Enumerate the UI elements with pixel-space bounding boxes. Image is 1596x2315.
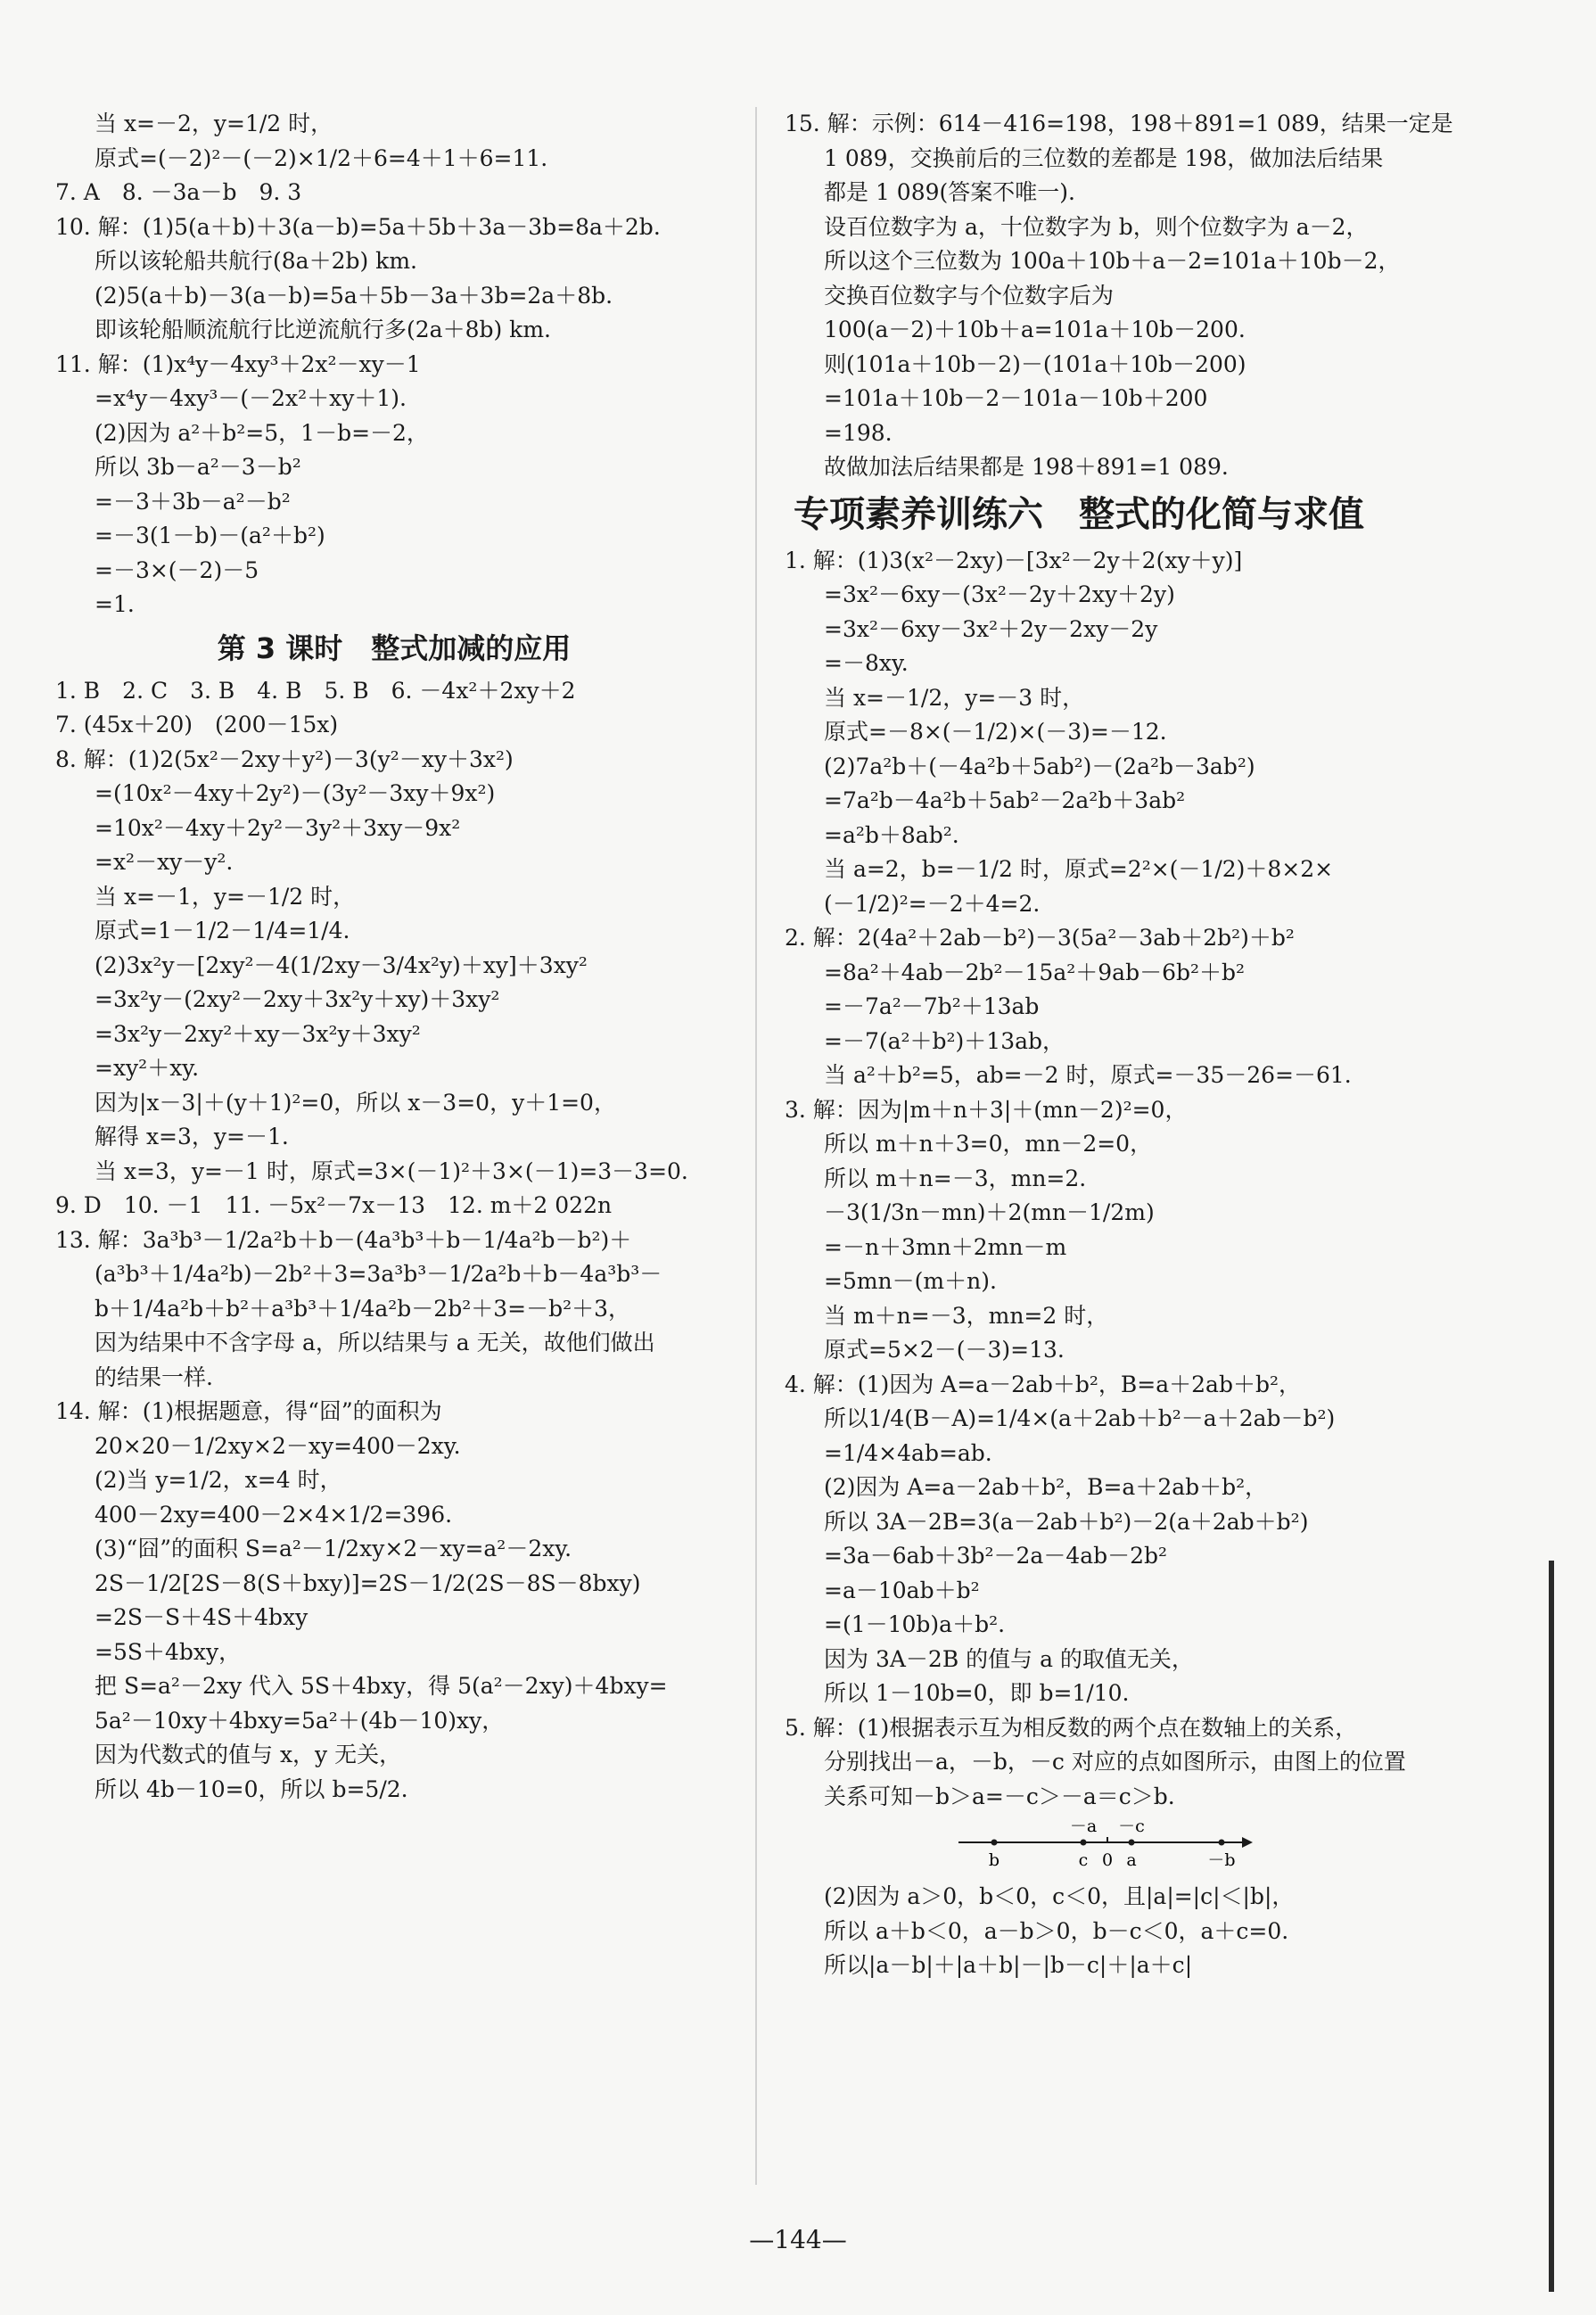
text-line: 100(a－2)＋10b＋a=101a＋10b－200. (824, 317, 1246, 342)
text-line: =－7a²－7b²＋13ab (824, 993, 1040, 1019)
text-line: 故做加法后结果都是 198＋891=1 089. (824, 454, 1229, 480)
text-line: 分别找出－a，－b，－c 对应的点如图所示，由图上的位置 (824, 1749, 1406, 1775)
text-line: =1. (95, 591, 135, 617)
page-number: —144— (749, 2225, 847, 2254)
text-line: 4. 解：(1)因为 A=a－2ab＋b²，B=a＋2ab＋b²， (785, 1371, 1301, 1397)
number-line-label-neg-c: －c (1118, 1817, 1145, 1836)
text-line: 所以 1－10b=0，即 b=1/10. (824, 1680, 1130, 1706)
text-line: 所以该轮船共航行(8a＋2b) km. (95, 248, 417, 274)
text-line: (2)3x²y－[2xy²－4(1/2xy－3/4x²y)＋xy]＋3xy² (95, 952, 588, 978)
text-line: 1. 解：(1)3(x²－2xy)－[3x²－2y＋2(xy＋y)] (785, 547, 1243, 573)
text-line: (2)当 y=1/2，x=4 时， (95, 1467, 342, 1493)
text-line: =3x²－6xy－3x²＋2y－2xy－2y (824, 615, 1158, 642)
text-line: 当 a²＋b²=5，ab=－2 时，原式=－35－26=－61. (824, 1062, 1352, 1088)
text-line: 2. 解：2(4a²＋2ab－b²)－3(5a²－3ab＋2b²)＋b² (785, 925, 1295, 951)
text-line: =101a＋10b－2－101a－10b＋200 (824, 385, 1208, 411)
text-line: 当 m＋n=－3，mn=2 时， (824, 1302, 1109, 1329)
text-line: =1/4×4ab=ab. (824, 1439, 992, 1466)
text-line: 1 089，交换前后的三位数的差都是 198，做加法后结果 (824, 144, 1384, 171)
number-line-label-a: a (1126, 1850, 1137, 1870)
text-line: 当 x=－1/2，y=－3 时， (824, 684, 1085, 711)
text-line: 则(101a＋10b－2)－(101a＋10b－200) (824, 350, 1246, 377)
text-line: 解得 x=3，y=－1. (95, 1124, 289, 1149)
text-line: =5S＋4bxy， (95, 1638, 242, 1665)
number-line-point-a (1129, 1840, 1135, 1846)
text-line: (－1/2)²=－2＋4=2. (824, 890, 1041, 917)
text-line: 3. 解：因为|m＋n＋3|＋(mn－2)²=0， (785, 1096, 1188, 1123)
text-line: 当 x=3，y=－1 时，原式=3×(－1)²＋3×(－1)=3－3=0. (95, 1158, 688, 1184)
right-column-tail (785, 1880, 1453, 1983)
text-line: 8. 解：(1)2(5x²－2xy＋y²)－3(y²－xy＋3x²) (55, 746, 514, 772)
text-line: =3x²y－2xy²＋xy－3x²y＋3xy² (95, 1020, 421, 1047)
number-line-point-c (1081, 1840, 1087, 1846)
text-line: 9. D 10. －1 11. －5x²－7x－13 12. m＋2 022n (55, 1192, 613, 1218)
text-line: 因为代数式的值与 x，y 无关， (95, 1742, 402, 1767)
text-line: 14. 解：(1)根据题意，得“囧”的面积为 (55, 1398, 442, 1424)
text-line: 所以这个三位数为 100a＋10b＋a－2=101a＋10b－2， (824, 248, 1401, 274)
text-line: =－8xy. (824, 650, 909, 676)
text-line: 所以1/4(B－A)=1/4×(a＋2ab＋b²－a＋2ab－b²) (824, 1405, 1336, 1431)
text-line: 的结果一样. (95, 1363, 213, 1390)
number-line-point-neg-b (1219, 1840, 1225, 1846)
text-line: =－7(a²＋b²)＋13ab， (824, 1027, 1065, 1054)
text-line: 因为结果中不含字母 a，所以结果与 a 无关，故他们做出 (95, 1330, 655, 1355)
text-line: 所以 a＋b＜0，a－b＞0，b－c＜0，a＋c=0. (824, 1917, 1289, 1944)
text-line: =a²b＋8ab². (824, 821, 959, 848)
text-line: =7a²b－4a²b＋5ab²－2a²b＋3ab² (824, 787, 1186, 813)
text-line: (2)因为 A=a－2ab＋b²，B=a＋2ab＋b²， (824, 1474, 1268, 1500)
text-line: 所以|a－b|＋|a＋b|－|b－c|＋|a＋c| (824, 1952, 1193, 1978)
text-line: 400－2xy=400－2×4×1/2=396. (95, 1501, 453, 1528)
text-line: 把 S=a²－2xy 代入 5S＋4bxy，得 5(a²－2xy)＋4bxy= (95, 1673, 668, 1699)
number-line-label-neg-b-bottom: －b (1207, 1850, 1236, 1870)
text-line: =(1－10b)a＋b². (824, 1611, 1006, 1637)
text-line: 即该轮船顺流航行比逆流航行多(2a＋8b) km. (95, 317, 551, 342)
text-line: 关系可知－b＞a=－c＞－a＝c＞b. (824, 1783, 1175, 1809)
scan-edge-bar (1549, 1561, 1554, 2292)
text-line: 都是 1 089(答案不唯一). (824, 179, 1075, 205)
text-line: =(10x²－4xy＋2y²)－(3y²－3xy＋9x²) (95, 780, 496, 806)
text-line: =198. (824, 419, 893, 446)
number-line-arrow (1242, 1837, 1253, 1848)
text-line: =3x²y－(2xy²－2xy＋3x²y＋xy)＋3xy² (95, 986, 500, 1012)
text-line: 11. 解：(1)x⁴y－4xy³＋2x²－xy－1 (55, 350, 421, 377)
text-line: 20×20－1/2xy×2－xy=400－2xy. (95, 1432, 461, 1459)
text-line: =a－10ab＋b² (824, 1577, 980, 1603)
number-line-label-c: c (1078, 1850, 1089, 1870)
text-line: =10x²－4xy＋2y²－3y²＋3xy－9x² (95, 814, 461, 841)
text-line: =－3×(－2)－5 (95, 556, 259, 583)
text-line: 5. 解：(1)根据表示互为相反数的两个点在数轴上的关系， (785, 1714, 1358, 1741)
text-line: 所以 3A－2B=3(a－2ab＋b²)－2(a＋2ab＋b²) (824, 1508, 1309, 1535)
text-line: 所以 m＋n=－3，mn=2. (824, 1165, 1087, 1191)
text-line: =8a²＋4ab－2b²－15a²＋9ab－6b²＋b² (824, 959, 1246, 985)
text-line: 因为|x－3|＋(y＋1)²=0，所以 x－3=0，y＋1=0， (95, 1089, 616, 1116)
text-line: －3(1/3n－mn)＋2(mn－1/2m) (824, 1199, 1155, 1225)
right-column (785, 107, 1453, 1983)
text-line: 原式=1－1/2－1/4=1/4. (95, 918, 350, 943)
number-line-label-zero: 0 (1101, 1850, 1114, 1870)
text-line: (2)7a²b＋(－4a²b＋5ab²)－(2a²b－3ab²) (824, 753, 1255, 779)
text-line: 原式=－8×(－1/2)×(－3)=－12. (824, 719, 1167, 745)
number-line-point-b (991, 1840, 998, 1846)
text-line: =5mn－(m＋n). (824, 1268, 997, 1294)
text-line: =x²－xy－y². (95, 849, 234, 875)
text-line: 所以 3b－a²－3－b² (95, 454, 301, 480)
text-line: 5a²－10xy＋4bxy=5a²＋(4b－10)xy， (95, 1707, 505, 1734)
text-line: 7. A 8. －3a－b 9. 3 (55, 179, 302, 205)
text-line: 所以 4b－10=0，所以 b=5/2. (95, 1775, 408, 1802)
text-line: 当 x=－2，y=1/2 时， (95, 111, 333, 136)
text-line: =3x²－6xy－(3x²－2y＋2xy＋2y) (824, 581, 1175, 607)
text-line: 所以 m＋n＋3=0，mn－2=0， (824, 1131, 1153, 1157)
number-line-label-b: b (988, 1850, 1000, 1870)
column-divider (755, 107, 757, 2185)
text-line: 当 a=2，b=－1/2 时，原式=2²×(－1/2)＋8×2× (824, 856, 1334, 882)
text-line: =－3＋3b－a²－b² (95, 488, 291, 515)
text-line: =－3(1－b)－(a²＋b²) (95, 523, 325, 548)
text-line: (a³b³＋1/4a²b)－2b²＋3=3a³b³－1/2a²b＋b－4a³b³－ (95, 1261, 662, 1287)
text-line: =－n＋3mn＋2mn－m (824, 1233, 1067, 1260)
text-line: =2S－S＋4S＋4bxy (95, 1604, 309, 1630)
section-heading: 专项素养训练六 整式的化简与求值 (794, 493, 1364, 535)
text-line: (2)因为 a＞0，b＜0，c＜0，且|a|=|c|＜|b|， (824, 1883, 1295, 1909)
text-line: 原式=(－2)²－(－2)×1/2＋6=4＋1＋6=11. (95, 144, 548, 171)
text-line: b＋1/4a²b＋b²＋a³b³＋1/4a²b－2b²＋3=－b²＋3， (95, 1295, 631, 1322)
text-line: =3a－6ab＋3b²－2a－4ab－2b² (824, 1543, 1168, 1569)
text-line: =x⁴y－4xy³－(－2x²＋xy＋1). (95, 385, 407, 411)
text-line: (3)“囧”的面积 S=a²－1/2xy×2－xy=a²－2xy. (95, 1536, 572, 1561)
text-line: 15. 解：示例：614－416=198，198＋891=1 089，结果一定是 (785, 111, 1453, 136)
text-line: 13. 解：3a³b³－1/2a²b＋b－(4a³b³＋b－1/4a²b－b²)＋ (55, 1226, 632, 1253)
text-line: 当 x=－1，y=－1/2 时， (95, 883, 356, 910)
left-column (55, 107, 733, 1807)
text-line: 10. 解：(1)5(a＋b)＋3(a－b)=5a＋5b＋3a－3b=8a＋2b. (55, 213, 661, 240)
number-line-label-neg-a: －a (1069, 1817, 1098, 1836)
text-line: 交换百位数字与个位数字后为 (824, 282, 1115, 309)
text-line: 2S－1/2[2S－8(S＋bxy)]=2S－1/2(2S－8S－8bxy) (95, 1569, 641, 1596)
right-column-main (785, 107, 1453, 1814)
text-line: 原式=5×2－(－3)=13. (824, 1337, 1065, 1363)
number-line-figure (958, 1816, 1253, 1880)
text-line: 因为 3A－2B 的值与 a 的取值无关， (824, 1645, 1194, 1672)
section-heading: 第 3 课时 整式加减的应用 (217, 630, 572, 665)
text-line: (2)5(a＋b)－3(a－b)=5a＋5b－3a＋3b=2a＋8b. (95, 282, 613, 309)
text-line: =xy²＋xy. (95, 1055, 200, 1081)
text-line: 1. B 2. C 3. B 4. B 5. B 6. －4x²＋2xy＋2 (55, 677, 576, 704)
text-line: 设百位数字为 a，十位数字为 b，则个位数字为 a－2， (824, 213, 1369, 240)
text-line: (2)因为 a²＋b²=5，1－b=－2， (95, 419, 429, 446)
text-line: 7. (45x＋20) (200－15x) (55, 712, 339, 737)
